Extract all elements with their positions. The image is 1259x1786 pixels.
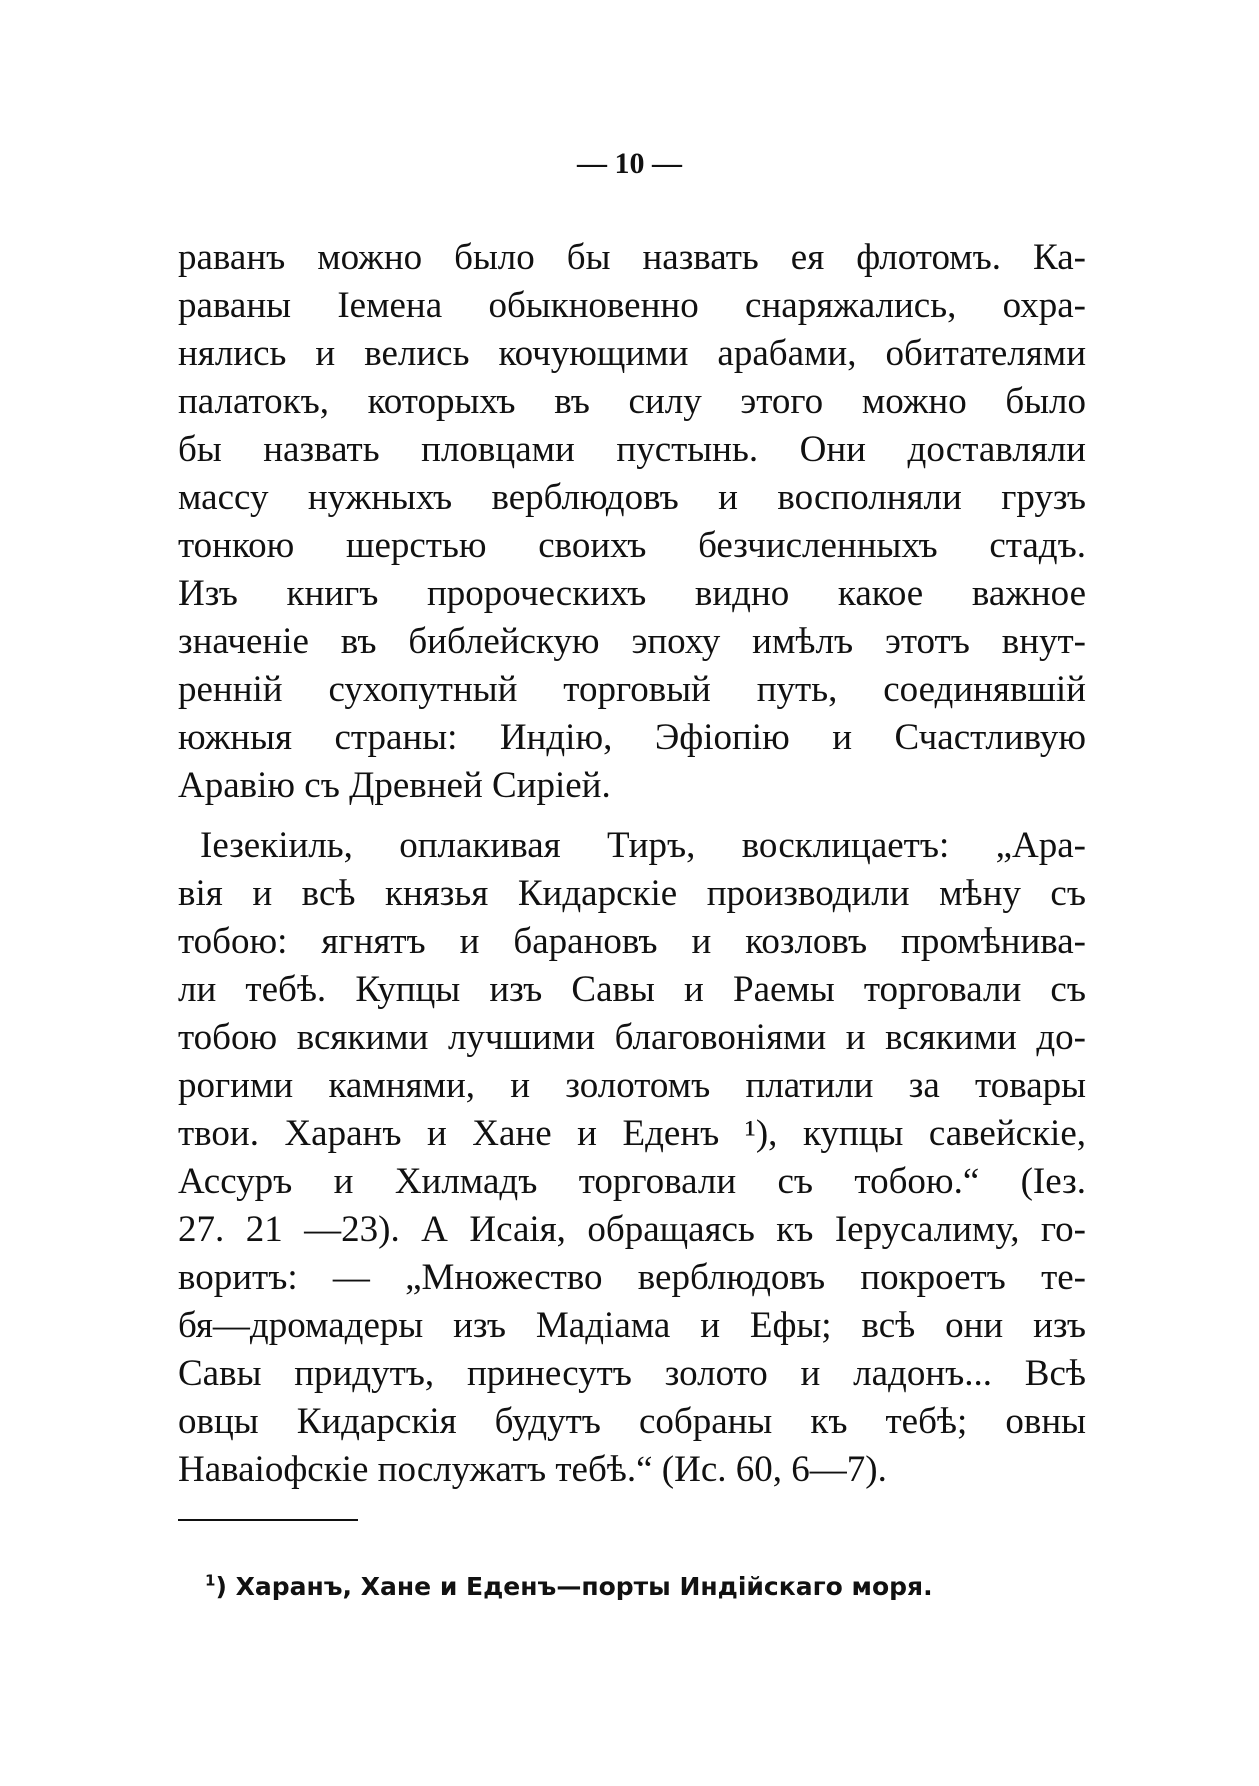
text-line: Изъ книгъ пророческихъ видно какое важное bbox=[178, 573, 1086, 614]
text-line: воритъ: — „Множество верблюдовъ покроетъ те- bbox=[178, 1257, 1086, 1298]
text-line: Ассуръ и Хилмадъ торговали съ тобою.“ (Іез. bbox=[178, 1161, 1086, 1202]
footnote-marker: 1 bbox=[205, 1571, 216, 1590]
text-line: южныя страны: Индію, Эфіопію и Счастливую bbox=[178, 717, 1086, 758]
text-line: ренній сухопутный торговый путь, соединявшій bbox=[178, 669, 1086, 710]
text-line: значеніе въ библейскую эпоху имѣлъ этотъ внут- bbox=[178, 621, 1086, 662]
text-line: Наваіофскіе послужатъ тебѣ.“ (Ис. 60, 6—7). bbox=[178, 1449, 887, 1490]
text-line: Іезекіиль, оплакивая Тиръ, восклицаетъ: „Ара- bbox=[200, 825, 1086, 866]
text-line: тобою: ягнятъ и барановъ и козловъ промѣнива- bbox=[178, 921, 1086, 962]
text-line: твои. Харанъ и Хане и Еденъ ¹), купцы савейскіе, bbox=[178, 1113, 1086, 1154]
paragraph-1 bbox=[178, 234, 1086, 810]
footnote bbox=[205, 1570, 933, 1604]
text-line: нялись и велись кочующими арабами, обитателями bbox=[178, 333, 1086, 374]
text-line: Савы придутъ, принесутъ золото и ладонъ... Всѣ bbox=[178, 1353, 1086, 1394]
footnote-text: ) Харанъ, Хане и Еденъ—порты Индійскаго моря. bbox=[215, 1572, 933, 1601]
text-line: раваны Іемена обыкновенно снаряжались, охра- bbox=[178, 285, 1086, 326]
text-line: ли тебѣ. Купцы изъ Савы и Раемы торговали съ bbox=[178, 969, 1086, 1010]
text-line: рогими камнями, и золотомъ платили за товары bbox=[178, 1065, 1086, 1106]
text-line: Аравію съ Древней Сиріей. bbox=[178, 765, 611, 806]
footnote-divider bbox=[178, 1519, 358, 1521]
text-line: раванъ можно было бы назвать ея флотомъ. Ка- bbox=[178, 237, 1086, 278]
page-number: — 10 — bbox=[577, 147, 682, 180]
text-line: 27. 21 —23). А Исаія, обращаясь къ Іерусалиму, го- bbox=[178, 1209, 1086, 1250]
text-line: вія и всѣ князья Кидарскіе производили мѣну съ bbox=[178, 873, 1086, 914]
text-line: палатокъ, которыхъ въ силу этого можно было bbox=[178, 381, 1086, 422]
text-line: тобою всякими лучшими благовоніями и всякими до- bbox=[178, 1017, 1086, 1058]
paragraph-2 bbox=[178, 822, 1086, 1494]
text-line: тонкою шерстью своихъ безчисленныхъ стадъ. bbox=[178, 525, 1086, 566]
text-line: бя—дромадеры изъ Мадіама и Ефы; всѣ они изъ bbox=[178, 1305, 1086, 1346]
text-line: массу нужныхъ верблюдовъ и восполняли грузъ bbox=[178, 477, 1086, 518]
text-line: бы назвать пловцами пустынь. Они доставляли bbox=[178, 429, 1086, 470]
text-line: овцы Кидарскія будутъ собраны къ тебѣ; овны bbox=[178, 1401, 1086, 1442]
